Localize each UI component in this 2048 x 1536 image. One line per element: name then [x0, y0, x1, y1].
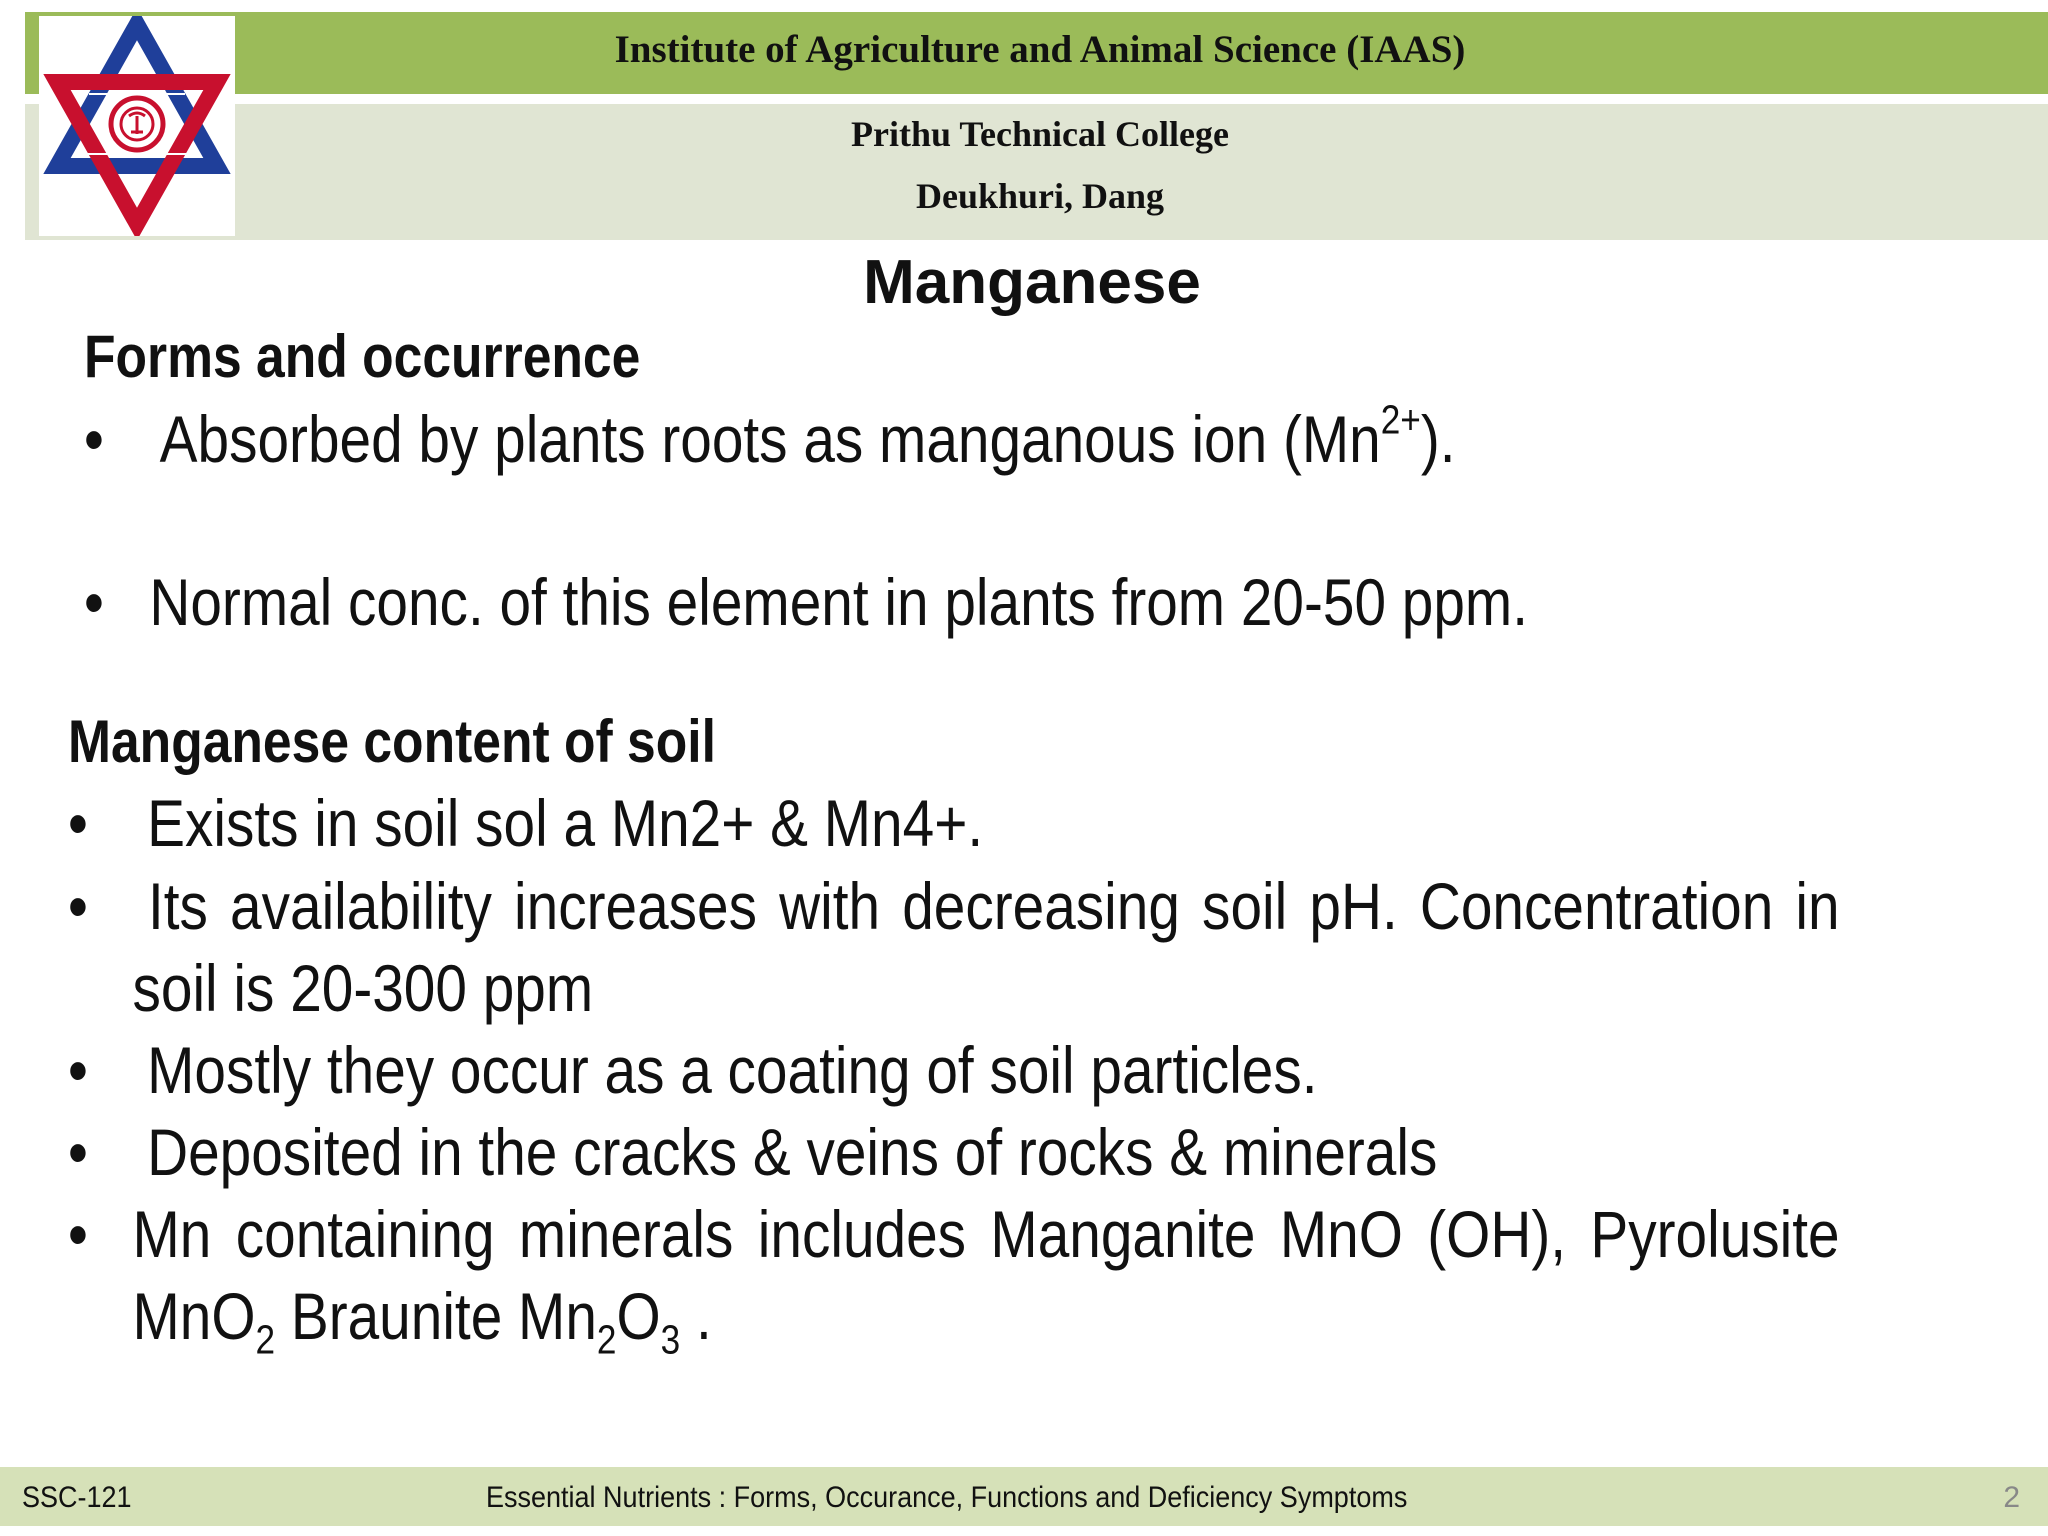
- bullet-icon: •: [84, 402, 104, 476]
- bullet-text: Absorbed by plants roots as manganous ion $(Mn^{2+})$.: [159, 396, 1456, 476]
- bullet-text: Mostly they occur as a coating of soil particles.: [147, 1033, 1318, 1107]
- bullet-icon: •: [68, 869, 88, 943]
- bullet-text: Exists in soil sol a Mn2+ & Mn4+.: [147, 786, 984, 860]
- footer-topic: Essential Nutrients : Forms, Occurance, Functions and Deficiency Symptoms: [486, 1481, 1408, 1514]
- bullet-text: Normal conc. of this element in plants from 20-50 ppm.: [149, 565, 1528, 639]
- bullet-icon: •: [68, 1033, 88, 1107]
- bullet-icon: •: [68, 786, 88, 860]
- bullet-icon: •: [84, 565, 104, 639]
- section-heading-forms: Forms and occurrence: [84, 323, 641, 390]
- section-heading-soil: Manganese content of soil: [68, 708, 716, 775]
- college-name: Prithu Technical College: [851, 114, 1229, 154]
- institute-name: Institute of Agriculture and Animal Science (IAAS): [614, 28, 1466, 71]
- page-number: 2: [2003, 1481, 2020, 1514]
- bullet-text: Mn containing minerals includes Manganite MnO (OH), Pyrolusite MnO$_2$ Braunite $Mn_2O_3$ .: [132, 1197, 1840, 1363]
- slide-title: Manganese: [863, 248, 1201, 317]
- university-emblem-icon: [39, 16, 235, 236]
- list-item: [68, 1193, 1840, 1363]
- bullet-text: Deposited in the cracks & veins of rocks & minerals: [147, 1115, 1438, 1189]
- university-logo: [39, 16, 235, 236]
- list-item: [68, 865, 1840, 1029]
- course-code: SSC-121: [22, 1481, 132, 1514]
- bullet-text: Its availability increases with decreasing soil pH. Concentration in soil is 20-300 ppm: [132, 869, 1840, 1025]
- college-location: Deukhuri, Dang: [915, 176, 1165, 216]
- bullet-icon: •: [68, 1115, 88, 1189]
- bullet-icon: •: [68, 1197, 88, 1271]
